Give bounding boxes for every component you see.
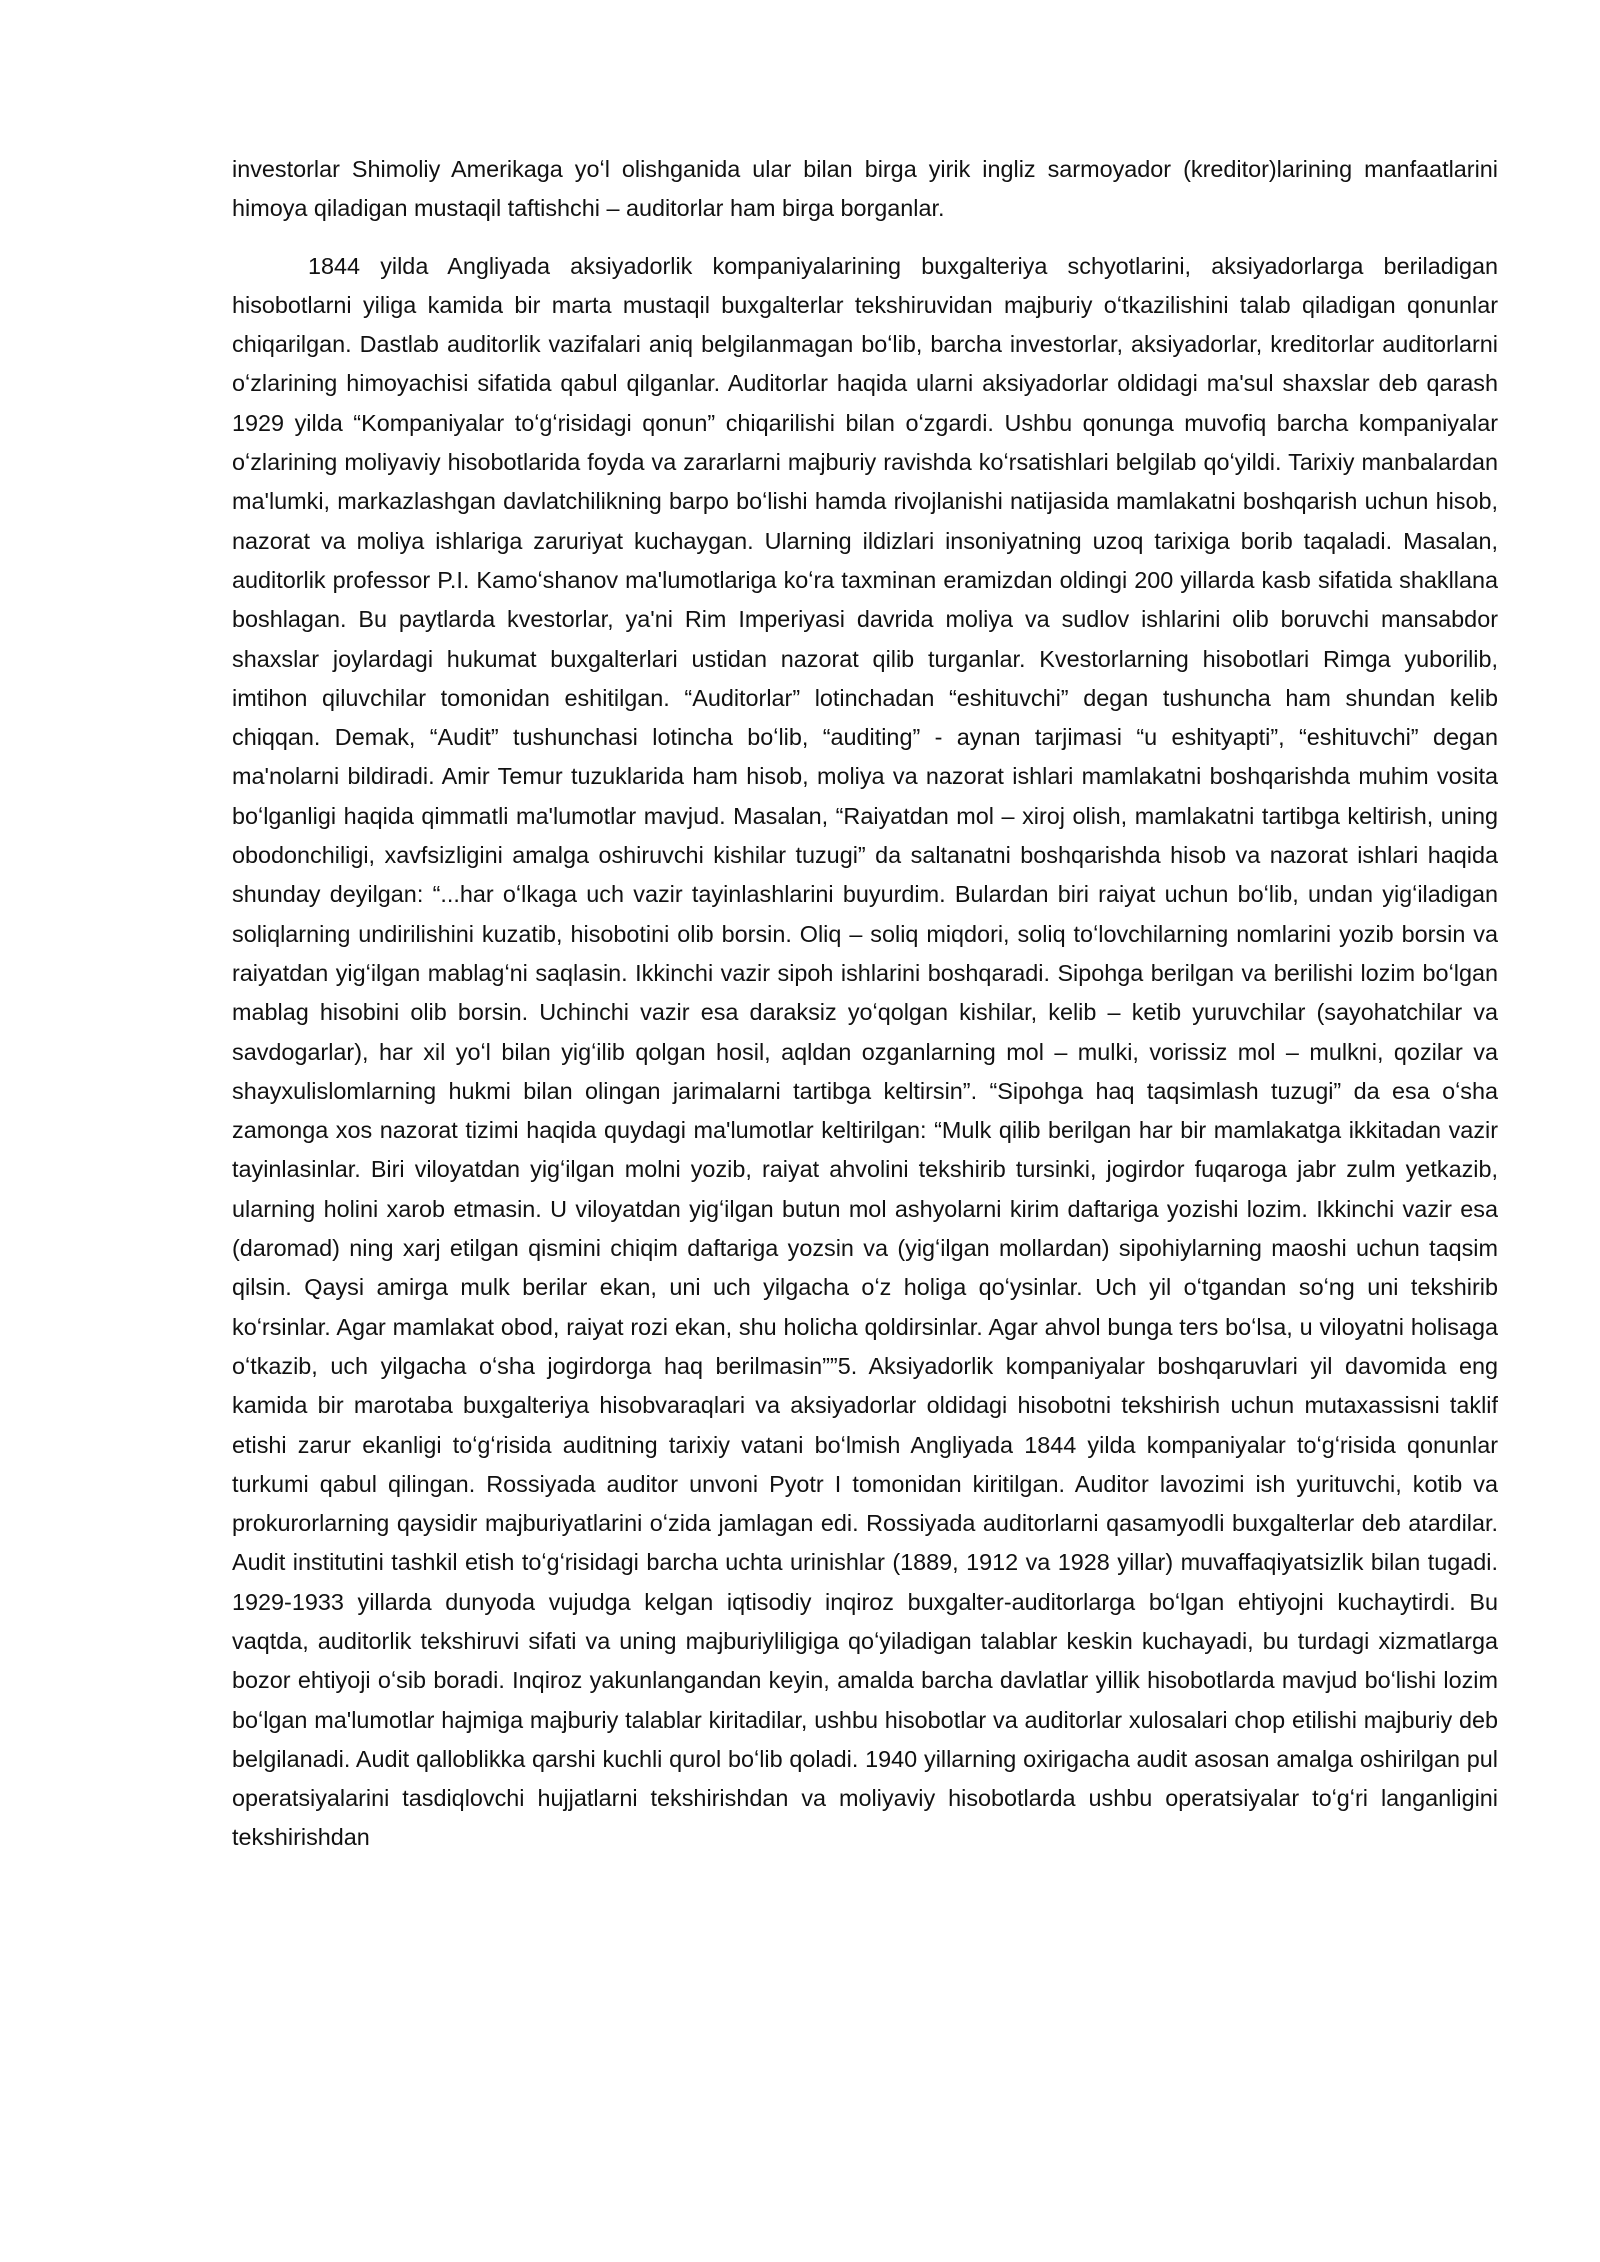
- paragraph-continuation: investorlar Shimoliy Amerikaga yoʻl olishganida ular bilan birga yirik ingliz sarmoyador (kreditor)larining manfaatlarini himoya qiladigan mustaqil taftishchi – auditorlar ham birga borganlar.: [232, 156, 1498, 222]
- paragraph-audit-history: 1844 yilda Angliyada aksiyadorlik kompaniyalarining buxgalteriya schyotlarini, aksiyadorlarga beriladigan hisobotlarni yiliga kamida bir marta mustaqil buxgalterlar tekshiruvidan majburiy oʻtkazilishini talab qiladigan qonunlar chiqarilgan. Dastlab auditorlik vazifalari aniq belgilanmagan boʻlib, barcha investorlar, aksiyadorlar, kreditorlar auditorlarni oʻzlarining himoyachisi sifatida qabul qilganlar. Auditorlar haqida ularni aksiyadorlar oldidagi ma'sul shaxslar deb qarash 1929 yilda “Kompaniyalar toʻgʻrisidagi qonun” chiqarilishi bilan oʻzgardi. Ushbu qonunga muvofiq barcha kompaniyalar oʻzlarining moliyaviy hisobotlarida foyda va zararlarni majburiy ravishda koʻrsatishlari belgilab qoʻyildi. Tarixiy manbalardan ma'lumki, markazlashgan davlatchilikning barpo boʻlishi hamda rivojlanishi natijasida mamlakatni boshqarish uchun hisob, nazorat va moliya ishlariga zaruriyat kuchaygan. Ularning ildizlari insoniyatning uzoq tarixiga borib taqaladi. Masalan, auditorlik professor P.I. Kamoʻshanov ma'lumotlariga koʻra taxminan eramizdan oldingi 200 yillarda kasb sifatida shakllana boshlagan. Bu paytlarda kvestorlar, ya'ni Rim Imperiyasi davrida moliya va sudlov ishlarini olib boruvchi mansabdor shaxslar joylardagi hukumat buxgalterlari ustidan nazorat qilib turganlar. Kvestorlarning hisobotlari Rimga yuborilib, imtihon qiluvchilar tomonidan eshitilgan. “Auditorlar” lotinchadan “eshituvchi” degan tushuncha ham shundan kelib chiqqan. Demak, “Audit” tushunchasi lotincha boʻlib, “auditing” - aynan tarjimasi “u eshityapti”, “eshituvchi” degan ma'nolarni bildiradi. Amir Temur tuzuklarida ham hisob, moliya va nazorat ishlari mamlakatni boshqarishda muhim vosita boʻlganligi haqida qimmatli ma'lumotlar mavjud. Masalan, “Raiyatdan mol – xiroj olish, mamlakatni tartibga keltirish, uning obodonchiligi, xavfsizligini amalga oshiruvchi kishilar tuzugi” da saltanatni boshqarishda hisob va nazorat ishlari haqida shunday deyilgan: “...har oʻlkaga uch vazir tayinlashlarini buyurdim. Bulardan biri raiyat uchun boʻlib, undan yigʻiladigan soliqlarning undirilishini kuzatib, hisobotini olib borsin. Oliq – soliq miqdori, soliq toʻlovchilarning nomlarini yozib borsin va raiyatdan yigʻilgan mablagʻni saqlasin. Ikkinchi vazir sipoh ishlarini boshqaradi. Sipohga berilgan va berilishi lozim boʻlgan mablag hisobini olib borsin. Uchinchi vazir esa daraksiz yoʻqolgan kishilar, kelib – ketib yuruvchilar (sayohatchilar va savdogarlar), har xil yoʻl bilan yigʻilib qolgan hosil, aqldan ozganlarning mol – mulki, vorissiz mol – mulkni, qozilar va shayxulislomlarning hukmi bilan olingan jarimalarni tartibga keltirsin”. “Sipohga haq taqsimlash tuzugi” da esa oʻsha zamonga xos nazorat tizimi haqida quydagi ma'lumotlar keltirilgan: “Mulk qilib berilgan har bir mamlakatga ikkitadan vazir tayinlasinlar. Biri viloyatdan yigʻilgan molni yozib, raiyat ahvolini tekshirib tursinki, jogirdor fuqaroga jabr zulm yetkazib, ularning holini xarob etmasin. U viloyatdan yigʻilgan butun mol ashyolarni kirim daftariga yozishi lozim. Ikkinchi vazir esa (daromad) ning xarj etilgan qismini chiqim daftariga yozsin va (yigʻilgan mollardan) sipohiylarning maoshi uchun taqsim qilsin. Qaysi amirga mulk berilar ekan, uni uch yilgacha oʻz holiga qoʻysinlar. Uch yil oʻtgandan soʻng uni tekshirib koʻrsinlar. Agar mamlakat obod, raiyat rozi ekan, shu holicha qoldirsinlar. Agar ahvol bunga ters boʻlsa, u viloyatni holisaga oʻtkazib, uch yilgacha oʻsha jogirdorga haq berilmasin””5. Aksiyadorlik kompaniyalar boshqaruvlari yil davomida eng kamida bir marotaba buxgalteriya hisobvaraqlari va aksiyadorlar oldidagi hisobotni tekshirish uchun mutaxassisni taklif etishi zarur ekanligi toʻgʻrisida auditning tarixiy vatani boʻlmish Angliyada 1844 yilda kompaniyalar toʻgʻrisida qonunlar turkumi qabul qilingan. Rossiyada auditor unvoni Pyotr I tomonidan kiritilgan. Auditor lavozimi ish yurituvchi, kotib va prokurorlarning qaysidir majburiyatlarini oʻzida jamlagan edi. Rossiyada auditorlarni qasamyodli buxgalterlar deb atardilar. Audit institutini tashkil etish toʻgʻrisidagi barcha uchta urinishlar (1889, 1912 va 1928 yillar) muvaffaqiyatsizlik bilan tugadi. 1929-1933 yillarda dunyoda vujudga kelgan iqtisodiy inqiroz buxgalter-auditorlarga boʻlgan ehtiyojni kuchaytirdi. Bu vaqtda, auditorlik tekshiruvi sifati va uning majburiyliligiga qoʻyiladigan talablar keskin kuchayadi, bu turdagi xizmatlarga bozor ehtiyoji oʻsib boradi. Inqiroz yakunlangandan keyin, amalda barcha davlatlar yillik hisobotlarda mavjud boʻlishi lozim boʻlgan ma'lumotlar hajmiga majburiy talablar kiritadilar, ushbu hisobotlar va auditorlar xulosalari chop etilishi majburiy deb belgilanadi. Audit qalloblikka qarshi kuchli qurol boʻlib qoladi. 1940 yillarning oxirigacha audit asosan amalga oshirilgan pul operatsiyalarini tasdiqlovchi hujjatlarni tekshirishdan va moliyaviy hisobotlarda ushbu operatsiyalar toʻgʻri langanligini tekshirishdan: [232, 252, 1498, 1851]
- document-page: [232, 150, 1498, 2230]
